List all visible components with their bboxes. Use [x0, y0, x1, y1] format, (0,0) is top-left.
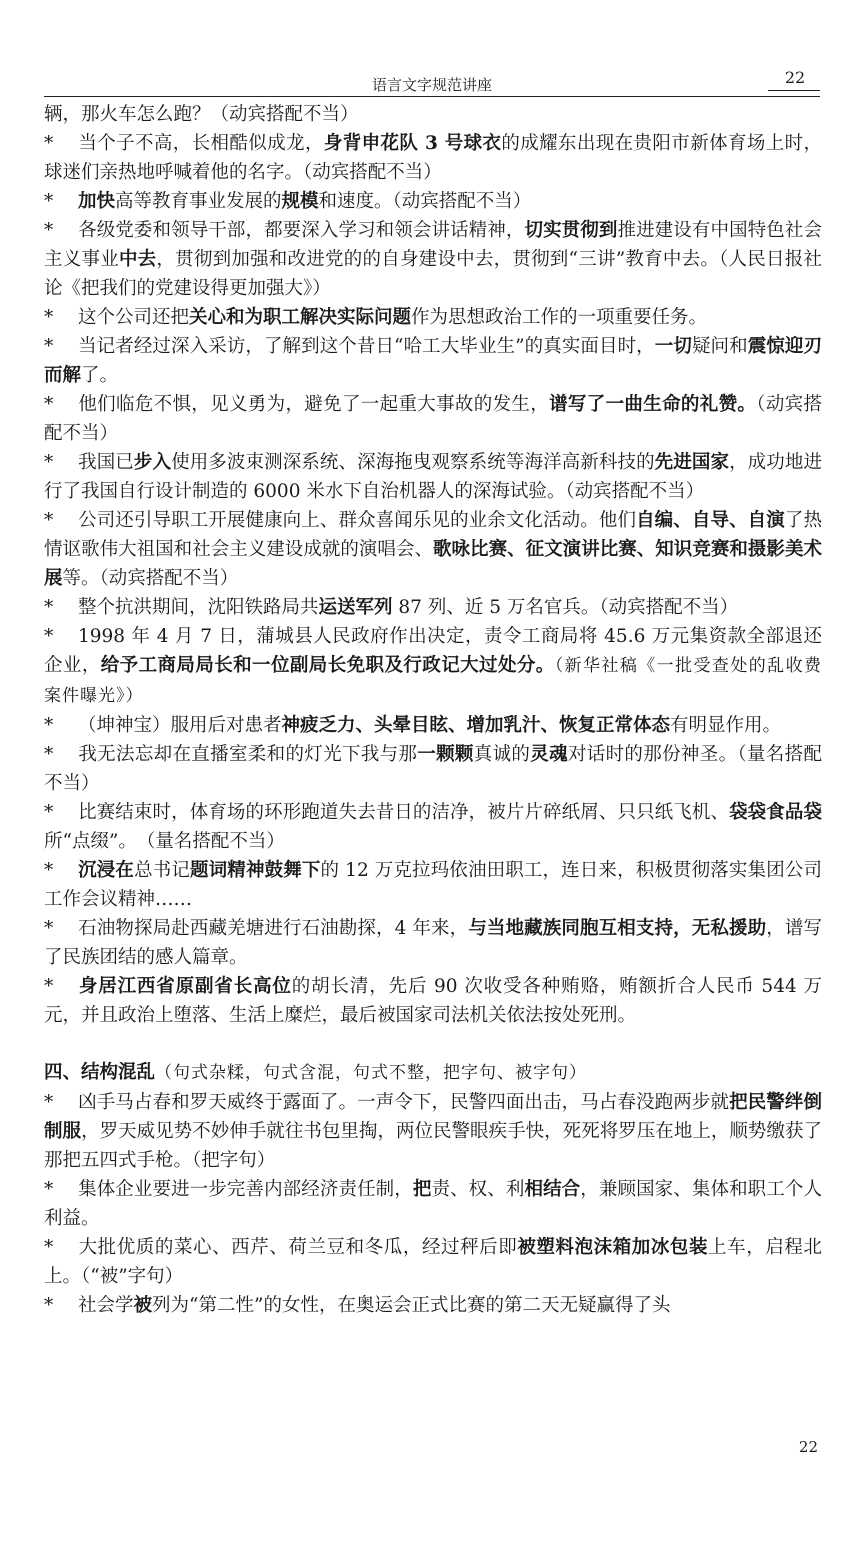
text-run: 总书记	[134, 860, 191, 881]
bullet-asterisk: *	[44, 133, 54, 154]
bold-text: 步入	[133, 452, 172, 473]
bullet-asterisk: *	[44, 626, 54, 647]
header-title: 语言文字规范讲座	[371, 76, 492, 94]
text-run: 有明显作用。	[670, 715, 782, 736]
bullet-asterisk: *	[44, 597, 54, 618]
bullet-asterisk: *	[44, 1237, 54, 1258]
text-run: 凶手马占春和罗天威终于露面了。一声令下，民警四面出击，马占春没跑两步就	[78, 1092, 730, 1113]
text-run: 1998 年 4 月 7 日，蒲城县人民政府作出决定，责令工商局将 45.6 万元集资款全部退还企业，	[44, 626, 822, 676]
header-page-rule	[768, 90, 820, 91]
text-run: 的成耀东出现在贵阳市新体育场上时，球迷们亲热地呼喊着他的名字。（动宾搭配不当）	[44, 133, 822, 183]
text-run: 我国已	[78, 452, 134, 473]
bold-text: 先进国家	[654, 452, 730, 473]
bold-text: 题词精神鼓舞下	[190, 860, 321, 881]
bold-text: 灵魂	[530, 744, 568, 765]
text-run: ，谱写了民族团结的感人篇章。	[44, 918, 822, 968]
bullet-paragraph	[44, 972, 822, 1030]
text-run: 石油物探局赴西藏羌塘进行石油勘探，4 年来，	[78, 918, 469, 939]
text-paragraph	[44, 100, 822, 129]
bullet-asterisk: *	[44, 220, 54, 241]
text-run: 我无法忘却在直播室柔和的灯光下我与那	[78, 744, 418, 765]
text-run: 等。（动宾搭配不当）	[62, 568, 239, 589]
text-run: 上车，启程北上。（“被”字句）	[44, 1237, 822, 1287]
bullet-asterisk: *	[44, 307, 54, 328]
bullet-paragraph	[44, 798, 822, 856]
bullet-paragraph	[44, 187, 822, 216]
bullet-paragraph	[44, 129, 822, 187]
bold-text: 一切	[654, 336, 692, 357]
bold-text: 一颗颗	[417, 744, 474, 765]
text-run: 整个抗洪期间，沈阳铁路局共	[78, 597, 319, 618]
text-run: 社会学	[78, 1295, 134, 1316]
bullet-paragraph	[44, 332, 822, 390]
text-run: 的胡长清，先后 90 次收受各种贿赂，贿额折合人民币 544 万元，并且政治上堕落、生活上糜烂，最后被国家司法机关依法按处死刑。	[44, 976, 822, 1026]
bullet-asterisk: *	[44, 860, 54, 881]
bold-text: 身居江西省原副省长高位	[78, 976, 292, 997]
bullet-paragraph	[44, 448, 822, 506]
text-run: （坤神宝）服用后对患者	[78, 715, 282, 736]
bold-text: 把民警绊倒制服	[44, 1092, 822, 1142]
text-run: 高等教育事业发展的	[115, 191, 282, 212]
bold-text: 被	[133, 1295, 153, 1316]
text-run: （新华社稿《一批受查处的乱收费案件曝光》）	[44, 656, 822, 706]
header-page-number: 22	[784, 68, 806, 87]
bold-text: 规模	[281, 191, 319, 212]
bullet-paragraph	[44, 914, 822, 972]
bold-text: 切实贯彻到	[524, 220, 618, 241]
text-run: 87 列、近 5 万名官兵。（动宾搭配不当）	[392, 597, 739, 618]
text-run: 的 12 万克拉玛依油田职工，连日来，积极贯彻落实集团公司工作会议精神……	[44, 860, 822, 910]
bullet-asterisk: *	[44, 918, 54, 939]
text-run: ，兼顾国家、集体和职工个人利益。	[44, 1179, 822, 1229]
bold-text: 把	[412, 1179, 432, 1200]
text-run: 使用多波束测深系统、深海拖曳观察系统等海洋高新科技的	[171, 452, 655, 473]
bullet-paragraph	[44, 1175, 822, 1233]
bullet-asterisk: *	[44, 976, 54, 997]
text-run: 各级党委和领导干部，都要深入学习和领会讲话精神，	[78, 220, 525, 241]
bold-text: 运送军列	[318, 597, 393, 618]
text-run: 当个子不高，长相酷似成龙，	[78, 133, 324, 154]
bullet-paragraph	[44, 856, 822, 914]
text-run: 当记者经过深入采访，了解到这个昔日“哈工大毕业生”的真实面目时，	[78, 336, 655, 357]
text-run: （动宾搭配不当）	[44, 394, 822, 444]
bold-text: 四、结构混乱	[44, 1062, 156, 1083]
bullet-asterisk: *	[44, 744, 54, 765]
bullet-asterisk: *	[44, 191, 54, 212]
bold-text: 歌咏比赛、征文演讲比赛、知识竞赛和摄影美术展	[44, 539, 822, 589]
page-header	[44, 62, 820, 97]
bold-text: 袋袋食品袋	[729, 802, 822, 823]
bullet-paragraph	[44, 740, 822, 798]
text-run: 作为思想政治工作的一项重要任务。	[411, 307, 708, 328]
bold-text: 谱写了一曲生命的礼赞。	[549, 394, 757, 415]
section-gap	[44, 1030, 822, 1058]
bullet-asterisk: *	[44, 1179, 54, 1200]
bullet-asterisk: *	[44, 510, 54, 531]
text-run: 集体企业要进一步完善内部经济责任制，	[78, 1179, 413, 1200]
bullet-paragraph	[44, 1088, 822, 1175]
bullet-paragraph	[44, 711, 822, 740]
bold-text: 与当地藏族同胞互相支持，无私援助	[468, 918, 767, 939]
text-run: ，罗天威见势不妙伸手就往书包里掏，两位民警眼疾手快，死死将罗压在地上，顺势缴获了那把五四式手枪。（把字句）	[44, 1121, 822, 1171]
text-run: 了热情讴歌伟大祖国和社会主义建设成就的演唱会、	[44, 510, 822, 560]
bullet-paragraph	[44, 593, 822, 622]
text-run: 辆，那火车怎么跑？（动宾搭配不当）	[44, 104, 359, 125]
bullet-asterisk: *	[44, 394, 54, 415]
text-run: 责、权、利	[431, 1179, 525, 1200]
bullet-asterisk: *	[44, 452, 54, 473]
text-run: 比赛结束时，体育场的环形跑道失去昔日的洁净，被片片碎纸屑、只只纸飞机、	[78, 802, 730, 823]
text-run: 他们临危不惧，见义勇为，避免了一起重大事故的发生，	[78, 394, 550, 415]
text-run: 这个公司还把	[78, 307, 190, 328]
document-body	[44, 100, 822, 1320]
bullet-paragraph	[44, 1291, 822, 1320]
bold-text: 沉浸在	[78, 860, 135, 881]
bullet-asterisk: *	[44, 715, 54, 736]
bold-text: 加快	[78, 191, 116, 212]
text-run: 和速度。（动宾搭配不当）	[318, 191, 532, 212]
bullet-paragraph	[44, 303, 822, 332]
text-run: 推进建设有中国特色社会主义事业	[44, 220, 822, 270]
text-run: 列为“第二性”的女性，在奥运会正式比赛的第二天无疑赢得了头	[152, 1295, 671, 1316]
bold-text: 震惊迎刃而解	[44, 336, 822, 386]
text-run: 对话时的那份神圣。（量名搭配不当）	[44, 744, 822, 794]
text-run: ，成功地进行了我国自行设计制造的 6000 米水下自治机器人的深海试验。（动宾搭配不当）	[44, 452, 822, 502]
bold-text: 相结合	[524, 1179, 581, 1200]
bold-text: 被塑料泡沫箱加冰包装	[517, 1237, 709, 1258]
bold-text: 给予工商局局长和一位副局长免职及行政记大过处分。	[100, 655, 555, 676]
bullet-paragraph	[44, 1233, 822, 1291]
bullet-paragraph	[44, 390, 822, 448]
bullet-paragraph	[44, 622, 822, 711]
bold-text: 身背申花队 3 号球衣	[323, 133, 502, 154]
text-run: 疑问和	[691, 336, 748, 357]
text-run: ，贯彻到加强和改进党的的自身建设中去，贯彻到“三讲”教育中去。（人民日报社论《把我们的党建设得更加强大》）	[44, 249, 822, 299]
text-run: 了。	[81, 365, 119, 386]
text-run: 所“点缀”。 （量名搭配不当）	[44, 831, 285, 852]
bullet-asterisk: *	[44, 336, 54, 357]
bullet-asterisk: *	[44, 1092, 54, 1113]
bullet-paragraph	[44, 216, 822, 303]
text-run: 公司还引导职工开展健康向上、群众喜闻乐见的业余文化活动。他们	[78, 510, 637, 531]
text-run: 真诚的	[473, 744, 531, 765]
bold-text: 关心和为职工解决实际问题	[189, 307, 412, 328]
bold-text: 中去	[118, 249, 157, 270]
bullet-asterisk: *	[44, 1295, 54, 1316]
footer-page-number: 22	[798, 1438, 818, 1456]
bold-text: 自编、自导、自演	[636, 510, 785, 531]
text-paragraph	[44, 1058, 822, 1088]
text-run: 大批优质的菜心、西芹、荷兰豆和冬瓜，经过秤后即	[78, 1237, 518, 1258]
bullet-paragraph	[44, 506, 822, 593]
text-run: （句式杂糅，句式含混，句式不整，把字句、被字句）	[155, 1063, 588, 1083]
bold-text: 神疲乏力、头晕目眩、增加乳汁、恢复正常体态	[281, 715, 671, 736]
bullet-asterisk: *	[44, 802, 54, 823]
